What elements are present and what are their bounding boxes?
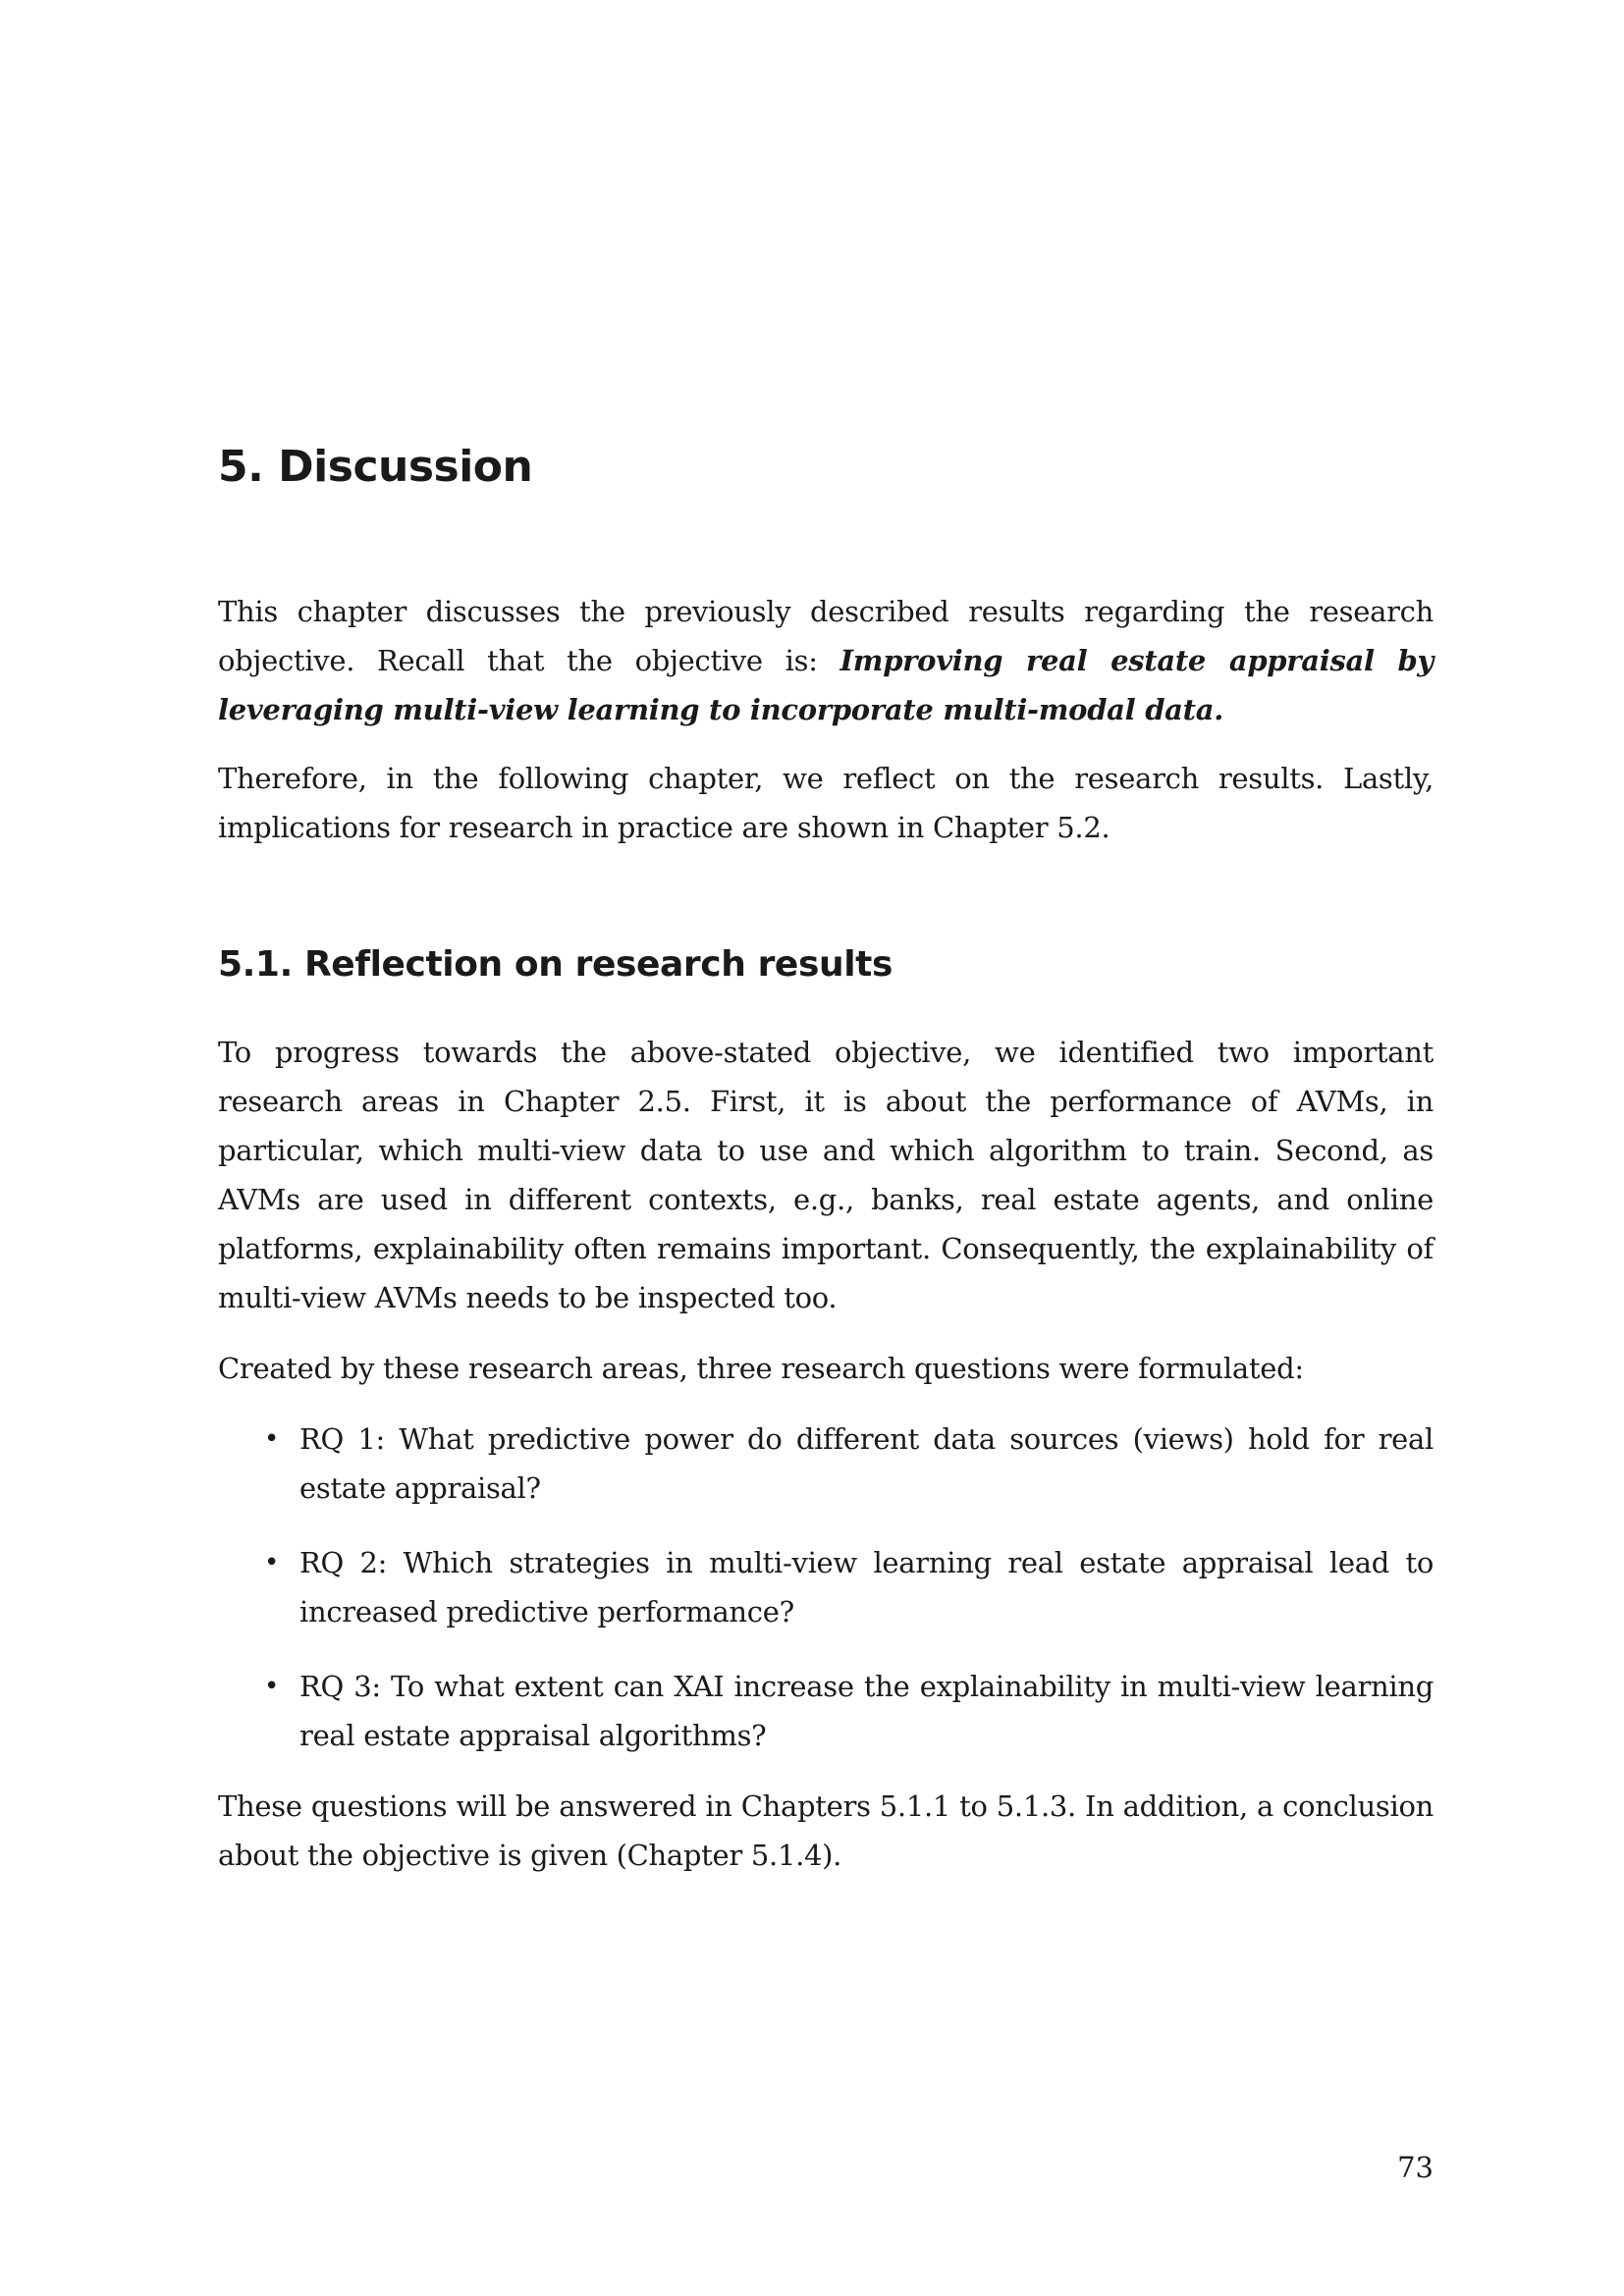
bullet-icon: • <box>264 1424 280 1454</box>
research-question-3: RQ 3: To what extent can XAI increase the explainability in multi-view learning real estate appraisal algorithms? <box>299 1670 1434 1752</box>
intro-paragraph-1 <box>218 587 1434 734</box>
list-item <box>218 1662 1434 1760</box>
chapter-title: 5. Discussion <box>218 442 533 492</box>
document-page <box>218 0 1434 2296</box>
research-questions-list <box>218 1415 1434 1760</box>
list-item <box>218 1415 1434 1513</box>
intro-paragraph-2: Therefore, in the following chapter, we reflect on the research results. Lastly, implications for research in practice are shown in Chapter 5.2. <box>218 762 1434 844</box>
research-question-2: RQ 2: Which strategies in multi-view learning real estate appraisal lead to increased predictive performance? <box>299 1546 1434 1629</box>
research-question-1: RQ 1: What predictive power do different data sources (views) hold for real estate appraisal? <box>299 1422 1434 1505</box>
list-item <box>218 1538 1434 1636</box>
bullet-icon: • <box>264 1548 280 1577</box>
section-paragraph-2: Created by these research areas, three research questions were formulated: <box>218 1352 1304 1385</box>
bullet-icon: • <box>264 1672 280 1701</box>
section-paragraph-1: To progress towards the above-stated objective, we identified two important research areas in Chapter 2.5. First, it is about the performance of AVMs, in particular, which multi-view data to use and which algorithm to train. Second, as AVMs are used in different contexts, e.g., banks, real estate agents, and online platforms, explainability often remains important. Consequently, the explainability of multi-view AVMs needs to be inspected too. <box>218 1036 1434 1314</box>
intro-paragraph-1-text: This chapter discusses the previously described results regarding the research objective. Recall that the objective is: <box>218 595 1434 677</box>
section-body <box>218 1028 1434 1880</box>
page-number: 73 <box>1397 2151 1434 2184</box>
section-paragraph-3: These questions will be answered in Chapters 5.1.1 to 5.1.3. In addition, a conclusion about the objective is given (Chapter 5.1.4). <box>218 1789 1434 1872</box>
section-title: 5.1. Reflection on research results <box>218 944 893 985</box>
chapter-intro <box>218 587 1434 852</box>
research-objective: Improving real estate appraisal by leveraging multi-view learning to incorporate multi-modal data. <box>218 644 1434 726</box>
